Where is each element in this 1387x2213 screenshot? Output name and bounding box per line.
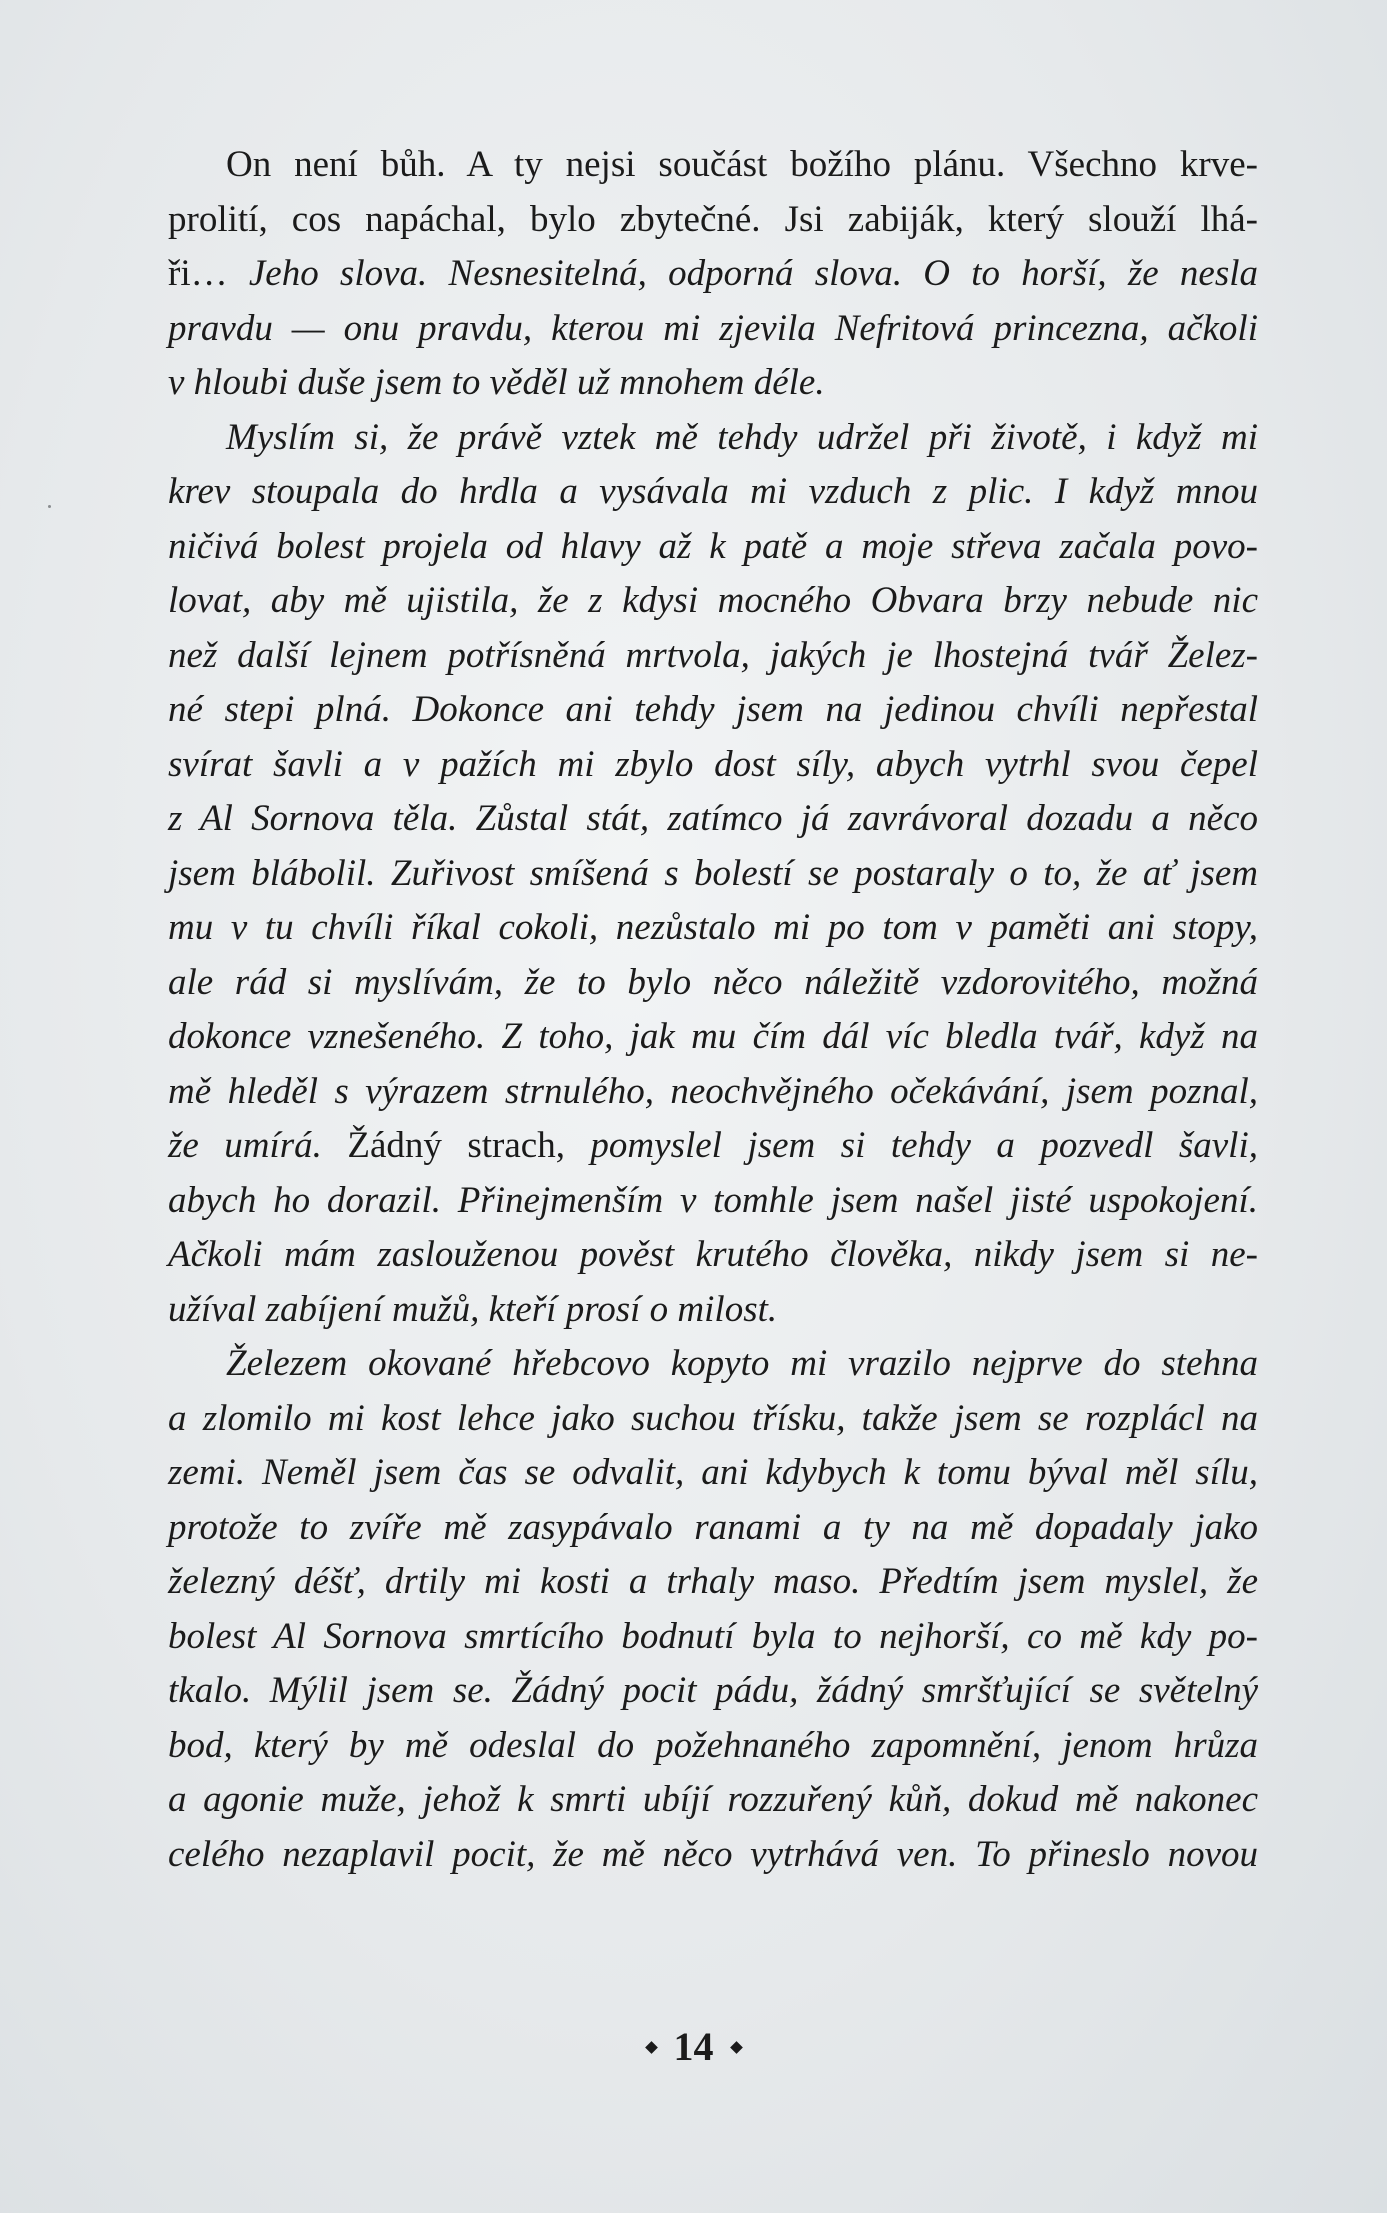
text-line: Myslím si, že právě vztek mě tehdy udržel při životě, i když mi (226, 416, 1258, 458)
diamond-ornament-icon (645, 2041, 658, 2054)
text-line: a zlomilo mi kost lehce jako suchou třísku, takže jsem se rozplácl na (168, 1397, 1258, 1439)
text-line: jsem blábolil. Zuřivost smíšená s bolestí se postaraly o to, že ať jsem (168, 852, 1258, 894)
text-line: železný déšť, drtily mi kosti a trhaly maso. Předtím jsem myslel, že (168, 1561, 1258, 1602)
text-line: protože to zvíře mě zasypávalo ranami a ty na mě dopadaly jako (168, 1506, 1258, 1548)
text-line: ři… Jeho slova. Nesnesitelná, odporná slova. O to horší, že nesla (168, 253, 1258, 294)
diamond-ornament-icon (730, 2041, 743, 2054)
text-line: né stepi plná. Dokonce ani tehdy jsem na jedinou chvíli nepřestal (168, 689, 1258, 730)
text-line: bolest Al Sornova smrtícího bodnutí byla to nejhorší, co mě kdy po- (168, 1615, 1258, 1657)
body-text (168, 138, 1258, 1882)
text-line: ničivá bolest projela od hlavy až k patě a moje střeva začala povo- (168, 525, 1258, 567)
text-line: celého nezaplavil pocit, že mě něco vytrhává ven. To přineslo novou (168, 1833, 1258, 1875)
text-line: v hloubi duše jsem to věděl už mnohem déle. (168, 362, 825, 403)
text-line: bod, který by mě odeslal do požehnaného zapomnění, jenom hrůza (168, 1724, 1258, 1766)
text-line: že umírá. Žádný strach, pomyslel jsem si tehdy a pozvedl šavli, (168, 1125, 1258, 1166)
text-line: ale rád si myslívám, že to bylo něco náležitě vzdorovitého, možná (168, 961, 1258, 1003)
text-line: krev stoupala do hrdla a vysávala mi vzduch z plic. I když mnou (168, 471, 1258, 512)
text-line: z Al Sornova těla. Zůstal stát, zatímco já zavrávoral dozadu a něco (168, 798, 1258, 839)
text-line: tkalo. Mýlil jsem se. Žádný pocit pádu, žádný smršťující se světelný (168, 1670, 1258, 1711)
text-line: mě hleděl s výrazem strnulého, neochvějného očekávání, jsem poznal, (168, 1070, 1258, 1112)
text-line: Ačkoli mám zaslouženou pověst krutého člověka, nikdy jsem si ne- (168, 1234, 1258, 1275)
text-line: lovat, aby mě ujistila, že z kdysi mocného Obvara brzy nebude nic (168, 580, 1258, 621)
text-line: svírat šavli a v pažích mi zbylo dost síly, abych vytrhl svou čepel (168, 743, 1258, 785)
text-line: užíval zabíjení mužů, kteří prosí o milost. (168, 1288, 778, 1330)
page-number-value: 14 (673, 2024, 714, 2069)
text-line: abych ho dorazil. Přinejmenším v tomhle jsem našel jisté uspokojení. (168, 1179, 1258, 1221)
text-line: Železem okované hřebcovo kopyto mi vrazilo nejprve do stehna (226, 1343, 1258, 1384)
text-line: prolití, cos napáchal, bylo zbytečné. Jsi zabiják, který slouží lhá- (168, 198, 1258, 240)
text-line: než další lejnem potřísněná mrtvola, jakých je lhostejná tvář Želez- (168, 634, 1258, 676)
paper-speck (48, 505, 51, 508)
text-line: a agonie muže, jehož k smrti ubíjí rozzuřený kůň, dokud mě nakonec (168, 1779, 1258, 1820)
text-line: dokonce vznešeného. Z toho, jak mu čím dál víc bledla tvář, když na (168, 1016, 1258, 1057)
text-line: pravdu — onu pravdu, kterou mi zjevila Nefritová princezna, ačkoli (168, 307, 1258, 349)
text-line: mu v tu chvíli říkal cokoli, nezůstalo mi po tom v paměti ani stopy, (168, 907, 1258, 948)
text-line: On není bůh. A ty nejsi součást božího plánu. Všechno krve- (226, 144, 1258, 185)
text-line: zemi. Neměl jsem čas se odvalit, ani kdybych k tomu býval měl sílu, (168, 1452, 1258, 1493)
page-number (0, 2023, 1387, 2070)
